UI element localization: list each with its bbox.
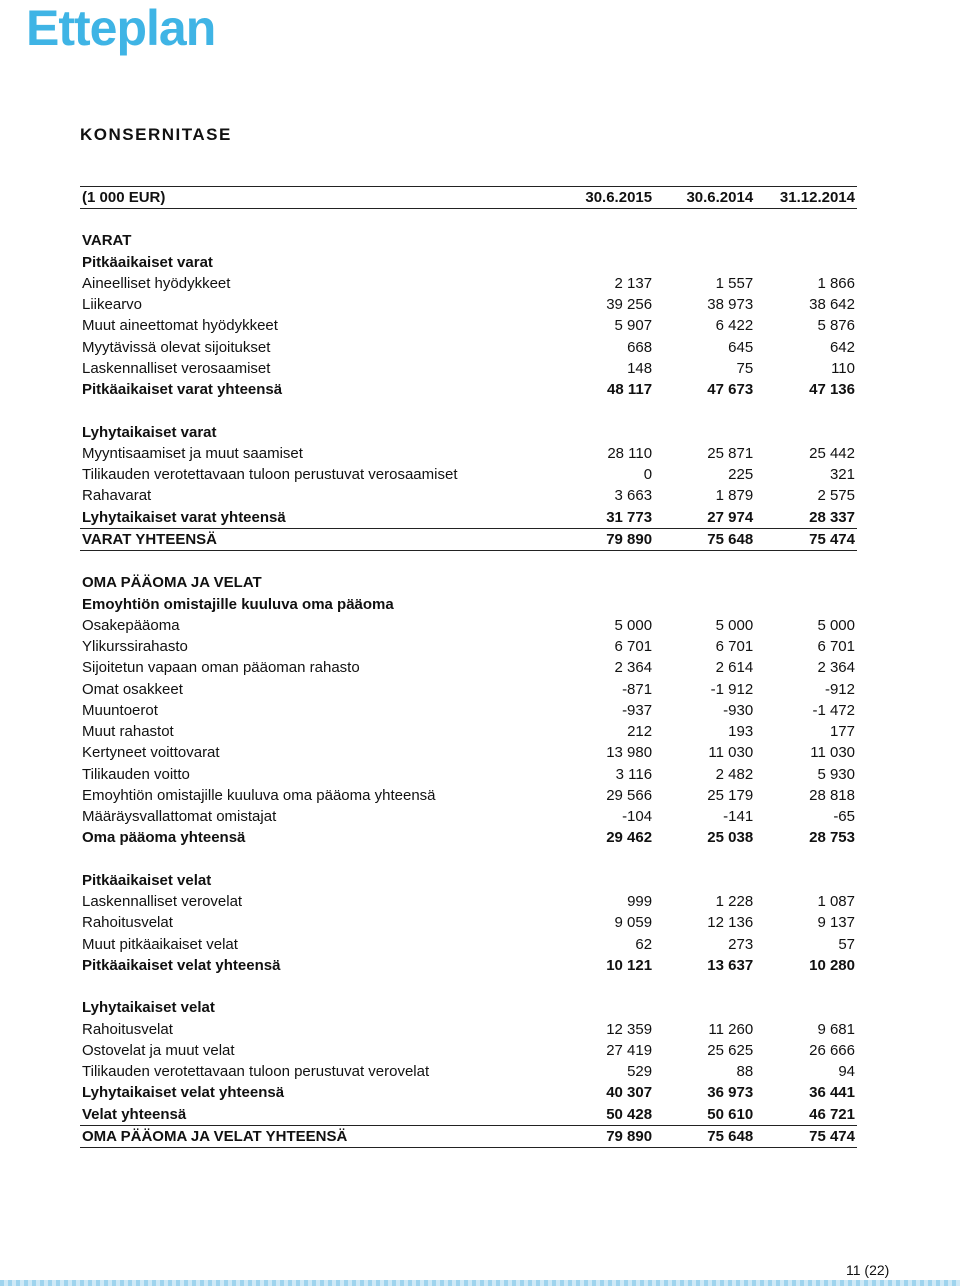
value-2014-h1: 25 625 — [707, 1041, 754, 1059]
table-row — [80, 742, 857, 763]
header-col-2015: 30.6.2015 — [553, 187, 654, 209]
table-row — [80, 485, 857, 506]
row-label: Pitkäaikaiset varat — [82, 253, 213, 271]
value-2014-h1: 5 000 — [715, 616, 754, 634]
value-2015: 999 — [627, 893, 653, 911]
value-2014-h1 — [654, 997, 755, 1018]
value-2015: 3 116 — [615, 765, 653, 783]
value-2014-h1: 6 701 — [715, 638, 754, 656]
row-label: Muut aineettomat hyödykkeet — [82, 317, 278, 335]
value-2014-fy — [755, 252, 857, 273]
row-label: Myyntisaamiset ja muut saamiset — [82, 444, 303, 462]
row-label — [80, 551, 553, 573]
value-2014-h1 — [654, 594, 755, 615]
table-row — [80, 1040, 857, 1061]
value-2014-fy: 57 — [838, 935, 855, 953]
value-2014-h1: 47 673 — [707, 381, 754, 399]
value-2014-fy — [755, 551, 857, 573]
page-title: KONSERNITASE — [80, 125, 232, 144]
table-row — [80, 721, 857, 742]
value-2014-h1 — [654, 976, 755, 997]
value-2014-h1: 75 — [736, 359, 754, 377]
table-row — [80, 358, 857, 379]
row-label: Laskennalliset verovelat — [82, 893, 243, 911]
row-label: Rahavarat — [82, 487, 152, 505]
table-body — [80, 209, 857, 1148]
value-2015: 39 256 — [606, 296, 653, 314]
value-2014-h1 — [654, 551, 755, 573]
value-2014-h1: 88 — [736, 1063, 754, 1081]
value-2014-fy — [755, 849, 857, 870]
value-2014-fy: 25 442 — [809, 444, 855, 462]
value-2015: -104 — [622, 808, 653, 826]
table-row — [80, 294, 857, 315]
value-2015: 29 462 — [606, 829, 653, 847]
row-label: Kertyneet voittovarat — [82, 744, 220, 762]
table-row — [80, 870, 857, 891]
value-2014-fy: 11 030 — [810, 744, 855, 762]
table-row — [80, 464, 857, 485]
value-2015 — [553, 849, 654, 870]
value-2014-h1: 36 973 — [707, 1084, 754, 1102]
value-2015: 27 419 — [606, 1041, 653, 1059]
page-number: 11 (22) — [846, 1262, 890, 1278]
value-2015: -937 — [622, 701, 653, 719]
value-2014-h1: 50 610 — [654, 1104, 755, 1126]
value-2014-fy: 28 818 — [809, 786, 855, 804]
value-2014-fy: 5 000 — [817, 616, 855, 634]
value-2015 — [553, 400, 654, 421]
value-2014-fy — [755, 230, 857, 251]
value-2014-fy: 28 753 — [809, 829, 855, 847]
value-2015: 9 059 — [614, 914, 653, 932]
table-row — [80, 764, 857, 785]
value-2014-fy: 2 575 — [817, 487, 855, 505]
table-row — [80, 1125, 857, 1147]
value-2014-h1: 193 — [728, 723, 754, 741]
value-2014-h1 — [654, 422, 755, 443]
value-2015: 2 137 — [614, 274, 653, 292]
row-label: Tilikauden verotettavaan tuloon perustuvat verosaamiset — [82, 466, 458, 484]
row-label: Tilikauden verotettavaan tuloon perustuvat verovelat — [82, 1063, 430, 1081]
value-2014-fy: 94 — [838, 1063, 855, 1081]
row-label: Velat yhteensä — [80, 1104, 553, 1126]
value-2014-fy: 321 — [829, 466, 855, 484]
value-2014-h1: 75 648 — [654, 1125, 755, 1147]
row-label: Pitkäaikaiset velat — [82, 871, 212, 889]
header-col-2014-fy: 31.12.2014 — [755, 187, 857, 209]
value-2014-h1: 12 136 — [707, 914, 754, 932]
row-label: Pitkäaikaiset velat yhteensä — [82, 956, 281, 974]
value-2014-h1 — [654, 849, 755, 870]
row-label: Ostovelat ja muut velat — [82, 1041, 235, 1059]
header-unit: (1 000 EUR) — [80, 187, 553, 209]
value-2015: 28 110 — [607, 444, 653, 462]
row-label: Lyhytaikaiset varat yhteensä — [80, 507, 553, 529]
value-2015: 668 — [627, 338, 653, 356]
value-2014-h1: 25 179 — [707, 786, 754, 804]
value-2015 — [553, 976, 654, 997]
value-2014-h1: 2 614 — [715, 659, 754, 677]
value-2014-h1: -930 — [723, 701, 754, 719]
table-row — [80, 636, 857, 657]
value-2015: 2 364 — [614, 659, 653, 677]
value-2014-fy: 1 866 — [817, 274, 855, 292]
value-2014-h1: 13 637 — [707, 956, 754, 974]
balance-sheet-table — [80, 186, 857, 1148]
row-label: Osakepääoma — [82, 616, 180, 634]
table-row — [80, 572, 857, 593]
table-row — [80, 507, 857, 529]
value-2014-fy: 10 280 — [809, 956, 855, 974]
table-header-row — [80, 187, 857, 209]
header-col-2014-h1: 30.6.2014 — [654, 187, 755, 209]
row-label: Emoyhtiön omistajille kuuluva oma pääoma yhteensä — [82, 786, 436, 804]
value-2015 — [553, 997, 654, 1018]
value-2015: 10 121 — [606, 956, 653, 974]
value-2014-fy: 1 087 — [817, 893, 855, 911]
value-2014-fy: 9 681 — [817, 1020, 855, 1038]
row-label: Lyhytaikaiset velat yhteensä — [82, 1084, 285, 1102]
row-label: VARAT YHTEENSÄ — [80, 528, 553, 550]
value-2014-fy: 2 364 — [817, 659, 855, 677]
value-2014-fy — [755, 572, 857, 593]
value-2014-fy: 642 — [829, 338, 855, 356]
value-2014-h1: 25 871 — [707, 444, 754, 462]
value-2015 — [553, 594, 654, 615]
row-label: Pitkäaikaiset varat yhteensä — [82, 381, 283, 399]
value-2014-h1: 11 260 — [708, 1020, 754, 1038]
row-label: OMA PÄÄOMA JA VELAT — [82, 574, 262, 592]
value-2014-fy: 36 441 — [809, 1084, 855, 1102]
value-2014-fy: -912 — [824, 680, 855, 698]
value-2014-fy: 6 701 — [817, 638, 855, 656]
value-2014-fy: -65 — [833, 808, 855, 826]
table-row — [80, 528, 857, 550]
value-2014-fy: 46 721 — [755, 1104, 857, 1126]
value-2015: 212 — [627, 723, 653, 741]
value-2015 — [553, 870, 654, 891]
table-row — [80, 443, 857, 464]
table-row — [80, 252, 857, 273]
row-label: Lyhytaikaiset velat — [82, 999, 215, 1017]
value-2014-fy: 75 474 — [755, 1125, 857, 1147]
row-label: Rahoitusvelat — [82, 1020, 173, 1038]
value-2014-h1: 225 — [728, 466, 754, 484]
value-2015: 40 307 — [606, 1084, 653, 1102]
value-2014-fy — [755, 400, 857, 421]
table-row — [80, 615, 857, 636]
table-row — [80, 806, 857, 827]
value-2014-fy: 47 136 — [809, 381, 855, 399]
value-2014-h1: 38 973 — [707, 296, 754, 314]
table-row — [80, 679, 857, 700]
table-row — [80, 1082, 857, 1103]
spacer-row — [80, 976, 857, 997]
value-2015: 12 359 — [606, 1020, 653, 1038]
row-label: Myytävissä olevat sijoitukset — [82, 338, 271, 356]
table-row — [80, 1104, 857, 1126]
footer-bar — [0, 1280, 960, 1286]
value-2014-fy: 9 137 — [817, 914, 855, 932]
value-2014-h1 — [654, 870, 755, 891]
value-2014-fy — [755, 594, 857, 615]
value-2015 — [553, 252, 654, 273]
table-row — [80, 230, 857, 251]
row-label: VARAT — [82, 232, 132, 250]
spacer-row — [80, 209, 857, 231]
value-2014-fy — [755, 997, 857, 1018]
table-row — [80, 912, 857, 933]
table-row — [80, 422, 857, 443]
table-row — [80, 891, 857, 912]
value-2015: 31 773 — [553, 507, 654, 529]
value-2015: 79 890 — [553, 1125, 654, 1147]
value-2014-h1: 1 557 — [715, 274, 754, 292]
row-label: Lyhytaikaiset varat — [82, 423, 217, 441]
value-2014-h1: 75 648 — [654, 528, 755, 550]
value-2015: 529 — [627, 1063, 653, 1081]
spacer-row — [80, 849, 857, 870]
value-2015 — [553, 422, 654, 443]
value-2015: 29 566 — [606, 786, 653, 804]
table-row — [80, 785, 857, 806]
value-2015 — [553, 230, 654, 251]
value-2014-fy — [755, 976, 857, 997]
table-row — [80, 934, 857, 955]
row-label: Liikearvo — [82, 296, 143, 314]
value-2014-h1: 645 — [728, 338, 754, 356]
value-2014-fy: 110 — [831, 359, 855, 377]
spacer-row — [80, 400, 857, 421]
value-2015: 148 — [627, 359, 653, 377]
value-2015 — [553, 572, 654, 593]
row-label: Muut pitkäaikaiset velat — [82, 935, 238, 953]
table-row — [80, 955, 857, 976]
value-2015: 79 890 — [553, 528, 654, 550]
value-2015: 5 000 — [614, 616, 653, 634]
value-2014-h1: -141 — [723, 808, 754, 826]
row-label: Tilikauden voitto — [82, 765, 190, 783]
value-2014-h1: 11 030 — [708, 744, 754, 762]
value-2014-fy — [755, 870, 857, 891]
row-label: Omat osakkeet — [82, 680, 183, 698]
row-label: Laskennalliset verosaamiset — [82, 359, 271, 377]
value-2014-h1: 27 974 — [654, 507, 755, 529]
row-label: Oma pääoma yhteensä — [82, 829, 246, 847]
row-label: Aineelliset hyödykkeet — [82, 274, 231, 292]
table-row — [80, 379, 857, 400]
value-2015: 3 663 — [614, 487, 653, 505]
value-2014-h1: 2 482 — [715, 765, 754, 783]
table-row — [80, 273, 857, 294]
etteplan-logo: Etteplan — [26, 0, 216, 56]
table-row — [80, 315, 857, 336]
row-label: Määräysvallattomat omistajat — [82, 808, 277, 826]
value-2014-fy: -1 472 — [812, 701, 855, 719]
value-2014-fy: 28 337 — [755, 507, 857, 529]
value-2014-fy: 75 474 — [755, 528, 857, 550]
value-2014-h1 — [654, 572, 755, 593]
value-2014-fy: 5 930 — [817, 765, 855, 783]
value-2015: 0 — [643, 466, 653, 484]
value-2014-fy: 38 642 — [809, 296, 855, 314]
value-2014-h1 — [654, 230, 755, 251]
value-2014-h1: 273 — [728, 935, 754, 953]
row-label: Ylikurssirahasto — [82, 638, 188, 656]
table-row — [80, 337, 857, 358]
value-2014-fy: 177 — [829, 723, 855, 741]
value-2014-fy — [755, 209, 857, 231]
value-2015: 62 — [635, 935, 653, 953]
value-2014-h1 — [654, 252, 755, 273]
value-2014-h1: -1 912 — [710, 680, 754, 698]
table-row — [80, 1061, 857, 1082]
value-2014-h1 — [654, 209, 755, 231]
value-2014-fy: 26 666 — [809, 1041, 855, 1059]
row-label: Rahoitusvelat — [82, 914, 173, 932]
value-2015 — [553, 209, 654, 231]
row-label — [80, 976, 553, 997]
value-2014-fy: 5 876 — [817, 317, 855, 335]
value-2015: 5 907 — [614, 317, 653, 335]
table-row — [80, 1019, 857, 1040]
table-row — [80, 700, 857, 721]
table-row — [80, 594, 857, 615]
value-2015: 50 428 — [553, 1104, 654, 1126]
row-label — [80, 849, 553, 870]
value-2014-h1 — [654, 400, 755, 421]
value-2015 — [553, 551, 654, 573]
value-2015: 13 980 — [606, 744, 653, 762]
row-label: Muut rahastot — [82, 723, 174, 741]
row-label: Emoyhtiön omistajille kuuluva oma pääoma — [82, 595, 394, 613]
value-2015: -871 — [622, 680, 653, 698]
row-label — [80, 209, 553, 231]
table-row — [80, 997, 857, 1018]
spacer-row — [80, 551, 857, 573]
table-row — [80, 827, 857, 848]
value-2014-h1: 1 879 — [715, 487, 754, 505]
row-label — [80, 400, 553, 421]
value-2015: 48 117 — [607, 381, 653, 399]
value-2015: 6 701 — [614, 638, 653, 656]
table-row — [80, 657, 857, 678]
value-2014-fy — [755, 422, 857, 443]
value-2014-h1: 25 038 — [707, 829, 754, 847]
value-2014-h1: 1 228 — [715, 893, 754, 911]
row-label: Sijoitetun vapaan oman pääoman rahasto — [82, 659, 360, 677]
value-2014-h1: 6 422 — [715, 317, 754, 335]
row-label: OMA PÄÄOMA JA VELAT YHTEENSÄ — [80, 1125, 553, 1147]
row-label: Muuntoerot — [82, 701, 158, 719]
